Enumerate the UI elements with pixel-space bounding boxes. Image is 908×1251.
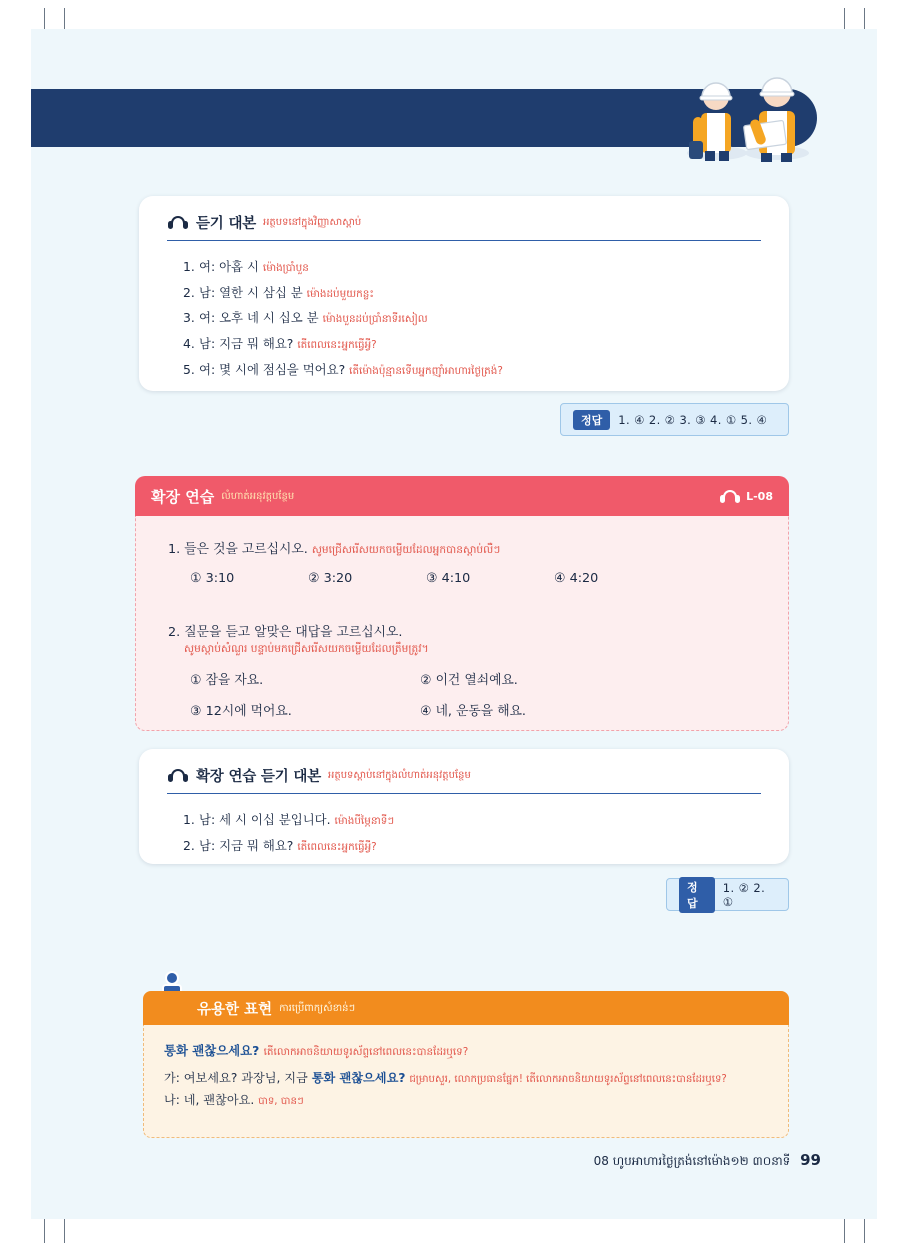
headphone-icon — [719, 490, 741, 503]
listening-script-title-km: អត្ថបទនៅក្នុងវិញ្ញាសាស្តាប់ — [263, 217, 362, 228]
option-mark: ③ — [426, 571, 438, 586]
answer-box-1 — [560, 403, 789, 436]
option-mark: ① — [190, 571, 202, 586]
line-ko: 남: 세 시 이십 분입니다. — [199, 812, 331, 827]
expansion-question-2-km: សូមស្តាប់សំណួរ បន្ទាប់មកជ្រើសរើសយកចម្លើយដែលត្រឹមត្រូវ។ — [184, 643, 429, 655]
footer-text: 08 ហូបអាហារថ្ងៃត្រង់នៅម៉ោង១២ ៣០នាទី — [593, 1154, 791, 1168]
line-number: 2. — [183, 284, 195, 300]
listening-script-title-ko: 듣기 대본 — [196, 216, 257, 232]
option-text: 잠을 자요. — [205, 673, 264, 688]
answer-items: 1. ② 2. ① — [722, 880, 766, 909]
answer-label: 정답 — [679, 877, 715, 913]
headline-km: តើលោកអាចនិយាយទូរស័ព្ទនៅពេលនេះបានដែរឬទេ? — [263, 1046, 469, 1058]
expansion-script-card — [139, 749, 789, 864]
option-mark: ④ — [554, 571, 566, 586]
line-number: 4. — [183, 336, 195, 352]
line-km: ម៉ោងដប់មួយកន្លះ — [306, 287, 374, 300]
option-mark: ① — [190, 673, 202, 688]
textbook-page — [31, 29, 877, 1219]
expansion-script-title-km: អត្ថបទស្តាប់នៅក្នុងលំហាត់អនុវត្តបន្ថែម — [328, 770, 471, 781]
speaker: 나: — [164, 1092, 180, 1107]
page-footer — [594, 1151, 821, 1171]
option-4[interactable] — [554, 571, 672, 586]
line-ko: 남: 열한 시 삼십 분 — [199, 284, 303, 300]
workers-illustration — [661, 53, 841, 163]
list-item — [183, 285, 765, 302]
option-mark: ③ — [190, 704, 202, 719]
divider — [167, 793, 761, 794]
line-number: 1. — [183, 812, 195, 827]
line-number: 2. — [183, 837, 195, 853]
question-ko: 들은 것을 고르십시오. — [184, 542, 308, 557]
line-number: 3. — [183, 310, 195, 326]
line-km: ម៉ោងប្រាំបួន — [262, 262, 309, 274]
line-number: 5. — [183, 361, 195, 377]
speaker: 가: — [164, 1071, 180, 1085]
expansion-question-2 — [168, 621, 766, 640]
headphone-icon — [167, 769, 189, 782]
option-1[interactable] — [190, 669, 420, 688]
line-ko: 남: 지금 뭐 해요? — [199, 336, 294, 352]
line-km: តើម៉ោងប៉ុន្មានទើបអ្នកញ៉ាំអាហារថ្ងៃត្រង់? — [349, 364, 503, 377]
option-text: 3:10 — [205, 571, 235, 586]
option-text: 이건 열쇠예요. — [435, 673, 518, 688]
page-number: 99 — [800, 1151, 821, 1169]
line-ko: 여: 오후 네 시 십오 분 — [199, 310, 319, 326]
option-mark: ② — [420, 673, 432, 688]
headphone-icon — [167, 216, 189, 229]
list-item — [183, 838, 765, 855]
listening-script-header — [167, 212, 761, 233]
option-text: 4:10 — [441, 571, 471, 586]
question-ko: 질문을 듣고 알맞은 대답을 고르십시오. — [184, 625, 403, 640]
option-2[interactable] — [308, 571, 426, 586]
expansion-practice-body — [135, 516, 789, 731]
dialog-km: បាទ, បានៗ — [258, 1095, 304, 1107]
list-item — [183, 362, 765, 379]
line-km: តើពេលនេះអ្នកធ្វើអ្វី? — [297, 339, 377, 352]
dialog-ko-pre: 네, 괜찮아요. — [183, 1092, 255, 1107]
list-item — [183, 812, 765, 829]
line-number: 1. — [183, 259, 195, 274]
option-text: 3:20 — [323, 571, 353, 586]
useful-headline — [164, 1041, 772, 1061]
option-mark: ② — [308, 571, 320, 586]
line-km: ម៉ោងបួនដប់ប្រាំនាទីរសៀល — [322, 313, 428, 326]
line-ko: 여: 몇 시에 점심을 먹어요? — [199, 361, 346, 377]
expansion-question-1 — [168, 538, 766, 559]
track-label: L-08 — [746, 489, 773, 503]
expansion-script-lines — [183, 812, 765, 863]
answer-items: 1. ④ 2. ② 3. ③ 4. ① 5. ④ — [618, 412, 768, 427]
expansion-title-km: លំហាត់អនុវត្តបន្ថែម — [221, 490, 295, 502]
expansion-title-ko: 확장 연습 — [151, 487, 215, 506]
dialog-line-2 — [164, 1092, 772, 1110]
listening-script-lines — [183, 259, 765, 388]
expansion-practice-header — [135, 476, 789, 516]
line-km: ម៉ោងបីម្ភៃនាទីៗ — [334, 815, 395, 827]
list-item — [183, 310, 765, 327]
dialog-line-1 — [164, 1070, 772, 1088]
audio-track-badge — [719, 490, 773, 503]
useful-expression-header — [143, 991, 789, 1025]
option-4[interactable] — [420, 700, 680, 719]
option-3[interactable] — [426, 571, 554, 586]
list-item — [183, 259, 765, 276]
headline-ko: 통화 괜찮으세요? — [164, 1043, 260, 1058]
expansion-script-header — [167, 765, 761, 786]
dialog-km: ជម្រាបសួរ, លោកប្រធានផ្នែក! តើលោកអាចនិយាយទូរស័ព្ទនៅពេលនេះបានដែរឬទេ? — [409, 1074, 727, 1085]
dialog-ko-bold: 통화 괜찮으세요? — [311, 1071, 406, 1085]
answer-box-2 — [666, 878, 789, 911]
expansion-q2-options — [168, 669, 766, 719]
list-item — [183, 336, 765, 353]
option-mark: ④ — [420, 704, 432, 719]
line-km: តើពេលនេះអ្នកធ្វើអ្វី? — [297, 840, 377, 853]
expansion-script-title-ko: 확장 연습 듣기 대본 — [196, 769, 321, 785]
expansion-q1-options — [168, 571, 766, 586]
option-text: 네, 운동을 해요. — [435, 704, 527, 719]
option-2[interactable] — [420, 669, 680, 688]
question-number: 2. — [168, 625, 181, 640]
question-km: សូមជ្រើសរើសយកចម្លើយដែលអ្នកបានស្តាប់លឺៗ — [311, 544, 501, 556]
useful-title-ko: 유용한 표현 — [197, 1001, 273, 1018]
option-text: 12시에 먹어요. — [205, 704, 292, 719]
line-ko: 남: 지금 뭐 해요? — [199, 837, 294, 853]
divider — [167, 240, 761, 241]
line-ko: 여: 아홉 시 — [199, 259, 259, 274]
option-text: 4:20 — [569, 571, 599, 586]
answer-label: 정답 — [573, 410, 610, 430]
option-3[interactable] — [190, 700, 420, 719]
dialog-ko-pre: 여보세요? 과장님, 지금 — [183, 1071, 312, 1085]
useful-title-km: ការប្រើពាក្យសំខាន់ៗ — [279, 1002, 356, 1014]
listening-script-card — [139, 196, 789, 391]
option-1[interactable] — [190, 571, 308, 586]
question-number: 1. — [168, 542, 181, 557]
useful-expression-body — [143, 1025, 789, 1138]
